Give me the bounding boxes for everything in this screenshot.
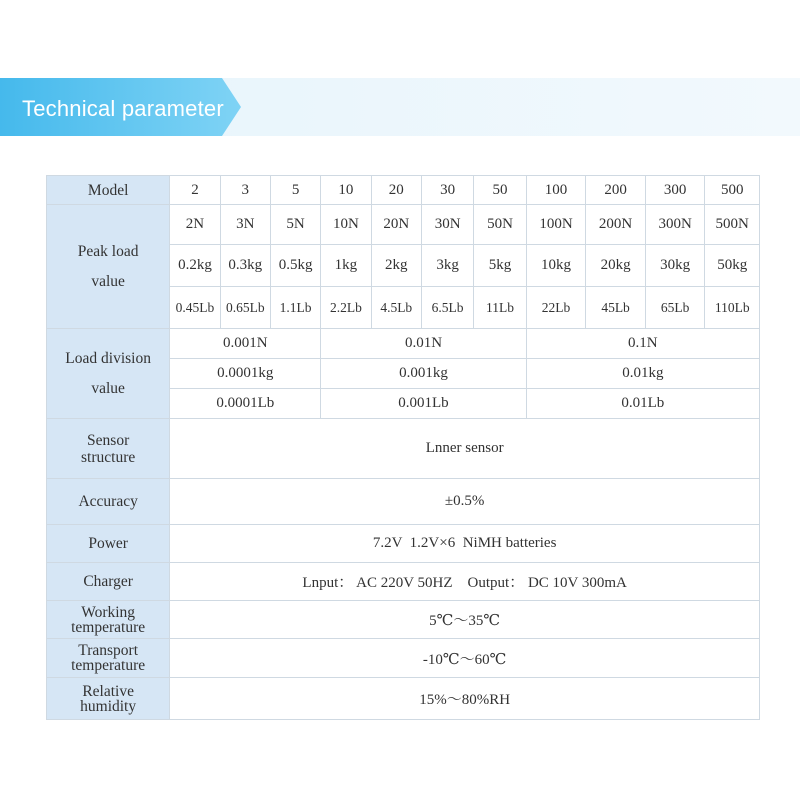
relative-humidity-label: Relative humidity bbox=[47, 678, 170, 720]
transport-temperature-label: Transport temperature bbox=[47, 639, 170, 678]
model-cell: 300 bbox=[645, 176, 705, 205]
peak-load-newton-cell: 3N bbox=[220, 205, 270, 245]
section-title: Technical parameter bbox=[22, 96, 224, 121]
relative-humidity-row bbox=[47, 678, 760, 720]
model-cell: 3 bbox=[220, 176, 270, 205]
peak-load-kg-cell: 20kg bbox=[586, 245, 646, 287]
model-cell: 200 bbox=[586, 176, 646, 205]
sensor-structure-row bbox=[47, 419, 760, 479]
peak-load-kg-cell: 3kg bbox=[421, 245, 473, 287]
working-temperature-value: 5℃～35℃ bbox=[170, 601, 760, 639]
peak-load-newton-cell: 20N bbox=[371, 205, 421, 245]
peak-load-lb-cell: 1.1Lb bbox=[270, 287, 320, 329]
model-cell: 20 bbox=[371, 176, 421, 205]
power-label: Power bbox=[47, 525, 170, 563]
transport-temperature-value: -10℃～60℃ bbox=[170, 639, 760, 678]
peak-load-lb-cell: 11Lb bbox=[474, 287, 526, 329]
relative-humidity-value: 15%～80%RH bbox=[170, 678, 760, 720]
power-value: 7.2V 1.2V×6 NiMH batteries bbox=[170, 525, 760, 563]
model-cell: 10 bbox=[321, 176, 371, 205]
charger-row bbox=[47, 563, 760, 601]
load-division-label: Load division value bbox=[47, 329, 170, 419]
load-division-cell: 0.001N bbox=[170, 329, 321, 359]
peak-load-lb-cell: 0.45Lb bbox=[170, 287, 220, 329]
peak-load-lb-cell: 22Lb bbox=[526, 287, 586, 329]
peak-load-lb-cell: 0.65Lb bbox=[220, 287, 270, 329]
section-header-banner bbox=[0, 78, 800, 136]
load-division-cell: 0.001kg bbox=[321, 359, 526, 389]
sensor-structure-value: Lnner sensor bbox=[170, 419, 760, 479]
peak-load-lb-cell: 2.2Lb bbox=[321, 287, 371, 329]
peak-load-kg-cell: 1kg bbox=[321, 245, 371, 287]
load-division-cell: 0.0001Lb bbox=[170, 389, 321, 419]
peak-load-newton-cell: 500N bbox=[705, 205, 760, 245]
peak-load-label: Peak load value bbox=[47, 205, 170, 329]
peak-load-kg-cell: 0.5kg bbox=[270, 245, 320, 287]
peak-load-newton-cell: 200N bbox=[586, 205, 646, 245]
model-cell: 2 bbox=[170, 176, 220, 205]
peak-load-kg-cell: 30kg bbox=[645, 245, 705, 287]
model-label: Model bbox=[47, 176, 170, 205]
peak-load-newton-cell: 5N bbox=[270, 205, 320, 245]
peak-load-kg-cell: 10kg bbox=[526, 245, 586, 287]
model-cell: 5 bbox=[270, 176, 320, 205]
load-division-cell: 0.1N bbox=[526, 329, 759, 359]
model-cell: 100 bbox=[526, 176, 586, 205]
load-division-cell: 0.01kg bbox=[526, 359, 759, 389]
charger-label: Charger bbox=[47, 563, 170, 601]
charger-value: Lnput： AC 220V 50HZ Output： DC 10V 300mA bbox=[170, 563, 760, 601]
load-division-cell: 0.01Lb bbox=[526, 389, 759, 419]
sensor-structure-label: Sensor structure bbox=[47, 419, 170, 479]
peak-load-lb-cell: 6.5Lb bbox=[421, 287, 473, 329]
accuracy-row bbox=[47, 479, 760, 525]
peak-load-newton-cell: 2N bbox=[170, 205, 220, 245]
technical-parameter-table bbox=[46, 175, 760, 720]
working-temperature-row bbox=[47, 601, 760, 639]
load-division-newton-row bbox=[47, 329, 760, 359]
power-row bbox=[47, 525, 760, 563]
load-division-cell: 0.01N bbox=[321, 329, 526, 359]
model-cell: 30 bbox=[421, 176, 473, 205]
peak-load-newton-cell: 10N bbox=[321, 205, 371, 245]
peak-load-newton-cell: 300N bbox=[645, 205, 705, 245]
model-cell: 500 bbox=[705, 176, 760, 205]
accuracy-value: ±0.5% bbox=[170, 479, 760, 525]
peak-load-lb-cell: 4.5Lb bbox=[371, 287, 421, 329]
peak-load-kg-cell: 50kg bbox=[705, 245, 760, 287]
peak-load-kg-cell: 0.3kg bbox=[220, 245, 270, 287]
peak-load-kg-cell: 0.2kg bbox=[170, 245, 220, 287]
accuracy-label: Accuracy bbox=[47, 479, 170, 525]
transport-temperature-row bbox=[47, 639, 760, 678]
load-division-cell: 0.001Lb bbox=[321, 389, 526, 419]
peak-load-kg-cell: 2kg bbox=[371, 245, 421, 287]
peak-load-kg-cell: 5kg bbox=[474, 245, 526, 287]
peak-load-lb-cell: 110Lb bbox=[705, 287, 760, 329]
model-cell: 50 bbox=[474, 176, 526, 205]
peak-load-newton-cell: 50N bbox=[474, 205, 526, 245]
model-row bbox=[47, 176, 760, 205]
peak-load-newton-cell: 30N bbox=[421, 205, 473, 245]
peak-load-lb-cell: 45Lb bbox=[586, 287, 646, 329]
load-division-cell: 0.0001kg bbox=[170, 359, 321, 389]
peak-load-newton-cell: 100N bbox=[526, 205, 586, 245]
working-temperature-label: Working temperature bbox=[47, 601, 170, 639]
peak-load-newton-row bbox=[47, 205, 760, 245]
peak-load-lb-cell: 65Lb bbox=[645, 287, 705, 329]
